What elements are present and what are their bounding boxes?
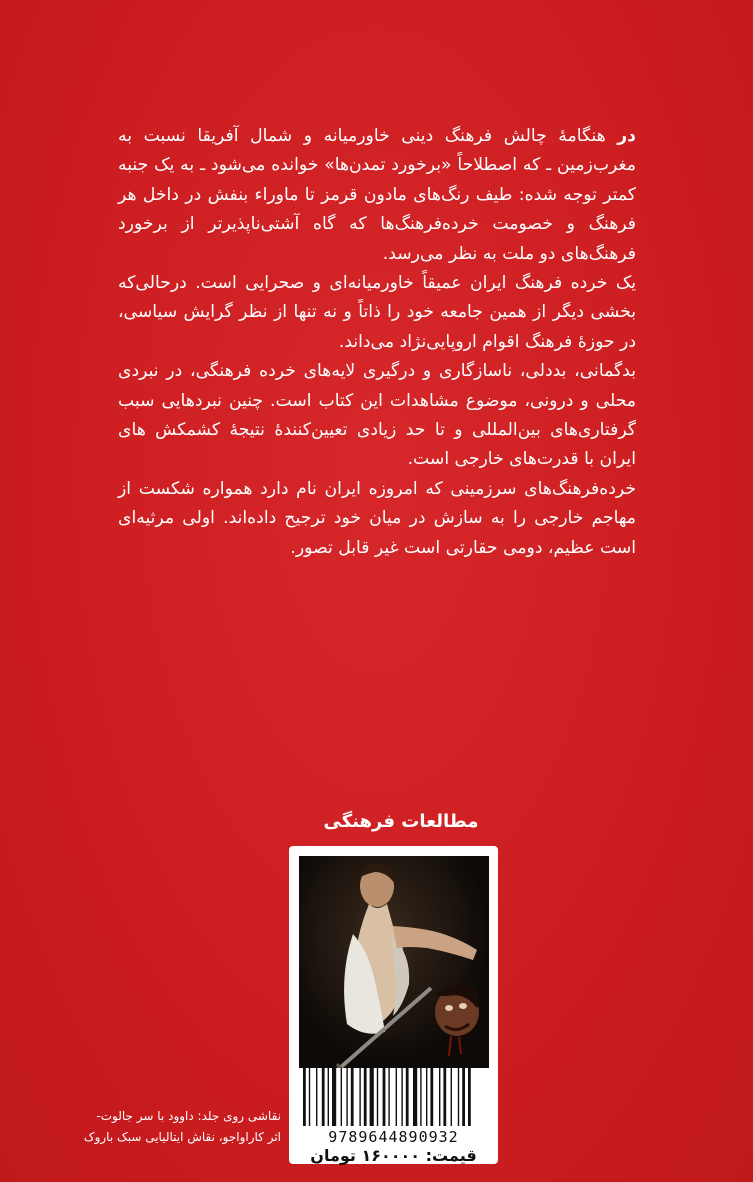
barcode-bar [468,1068,471,1126]
barcode-bar [341,1068,342,1126]
barcode-bar [406,1068,409,1126]
barcode [297,1068,490,1126]
paragraph-body: هنگامهٔ چالش فرهنگ دینی خاورمیانه و شمال آفریقا نسبت به مغرب‌زمین ـ که اصطلاحاً «برخورد تمدن‌ها» خوانده می‌شود ـ به یک جنبه کمتر توجه شده: طیف رنگ‌های مادون قرمز تا ماوراء بنفش در داخل هر فرهنگ و خصومت خرده‌فرهنگ‌ها که گاه آشتی‌ناپذیرتر از برخورد فرهنگ‌های دو ملت به نظر می‌رسد. [118,126,636,264]
barcode-bar [351,1068,354,1126]
barcode-bar [359,1068,360,1126]
isbn-number: 9789644890932 [328,1128,459,1146]
barcode-bar [439,1068,440,1126]
lead-word: در [617,126,636,146]
barcode-bar [443,1068,446,1126]
barcode-bar [413,1068,417,1126]
barcode-bar [346,1068,347,1126]
barcode-bar [370,1068,374,1126]
barcode-bar [332,1068,336,1126]
barcode-bar [309,1068,310,1126]
barcode-bars [297,1068,490,1126]
barcode-bar [458,1068,459,1126]
cover-painting [299,856,489,1086]
cover-art-credit [16,1106,281,1148]
series-title: مطالعات فرهنگی [323,811,479,832]
barcode-bar [462,1068,465,1126]
credit-line-2: اثر کاراواجو، نقاش ایتالیایی سبک باروک [83,1130,281,1144]
barcode-bar [420,1068,421,1126]
credit-line-1: نقاشی روی جلد: داوود با سر جالوت- [96,1109,281,1123]
david-with-head-of-goliath-image [299,856,489,1086]
barcode-bar [451,1068,452,1126]
barcode-bar [364,1068,367,1126]
barcode-bar [388,1068,389,1126]
barcode-bar [377,1068,378,1126]
blurb-paragraph-1 [118,122,636,269]
blurb-paragraph-4: خرده‌فرهنگ‌های سرزمینی که امروزه ایران نام دارد همواره شکست از مهاجم خارجی را به سازش در میان خود ترجیح داده‌اند. اولی مرثیه‌ای است عظیم، دومی حقارتی است غیر قابل تصور. [118,478,636,558]
barcode-bar [322,1068,325,1126]
blurb-paragraph-2: یک خرده فرهنگ ایران عمیقاً خاورمیانه‌ای و صحرایی است. درحالی‌که بخشی دیگر از همین جامعه خود را ذاتاً و نه تنها از نظر گرایش سیاسی، در حوزهٔ فرهنگ اقوام اروپایی‌نژاد می‌داند. [118,273,636,352]
barcode-bar [316,1068,317,1126]
blurb-paragraph-3: بدگمانی، بددلی، ناسازگاری و درگیری لایه‌های خرده فرهنگی، در نبردی محلی و درونی، موضوع مشاهدات این کتاب است. چنین نبردهایی سبب گرفتاری‌های بین‌المللی و تا حد زیادی تعیین‌کنندهٔ نتیجهٔ کشمکش های ایران با قدرت‌های خارجی است. [118,361,636,470]
barcode-bar [383,1068,386,1126]
blurb-text [118,122,636,563]
barcode-bar [303,1068,306,1126]
price-label: قیمت: ۱۶۰۰۰۰ تومان [310,1146,477,1165]
barcode-bar [426,1068,427,1126]
barcode-bar [430,1068,433,1126]
barcode-bar [396,1068,397,1126]
barcode-bar [401,1068,402,1126]
cover-card [289,846,498,1164]
barcode-bar [328,1068,329,1126]
